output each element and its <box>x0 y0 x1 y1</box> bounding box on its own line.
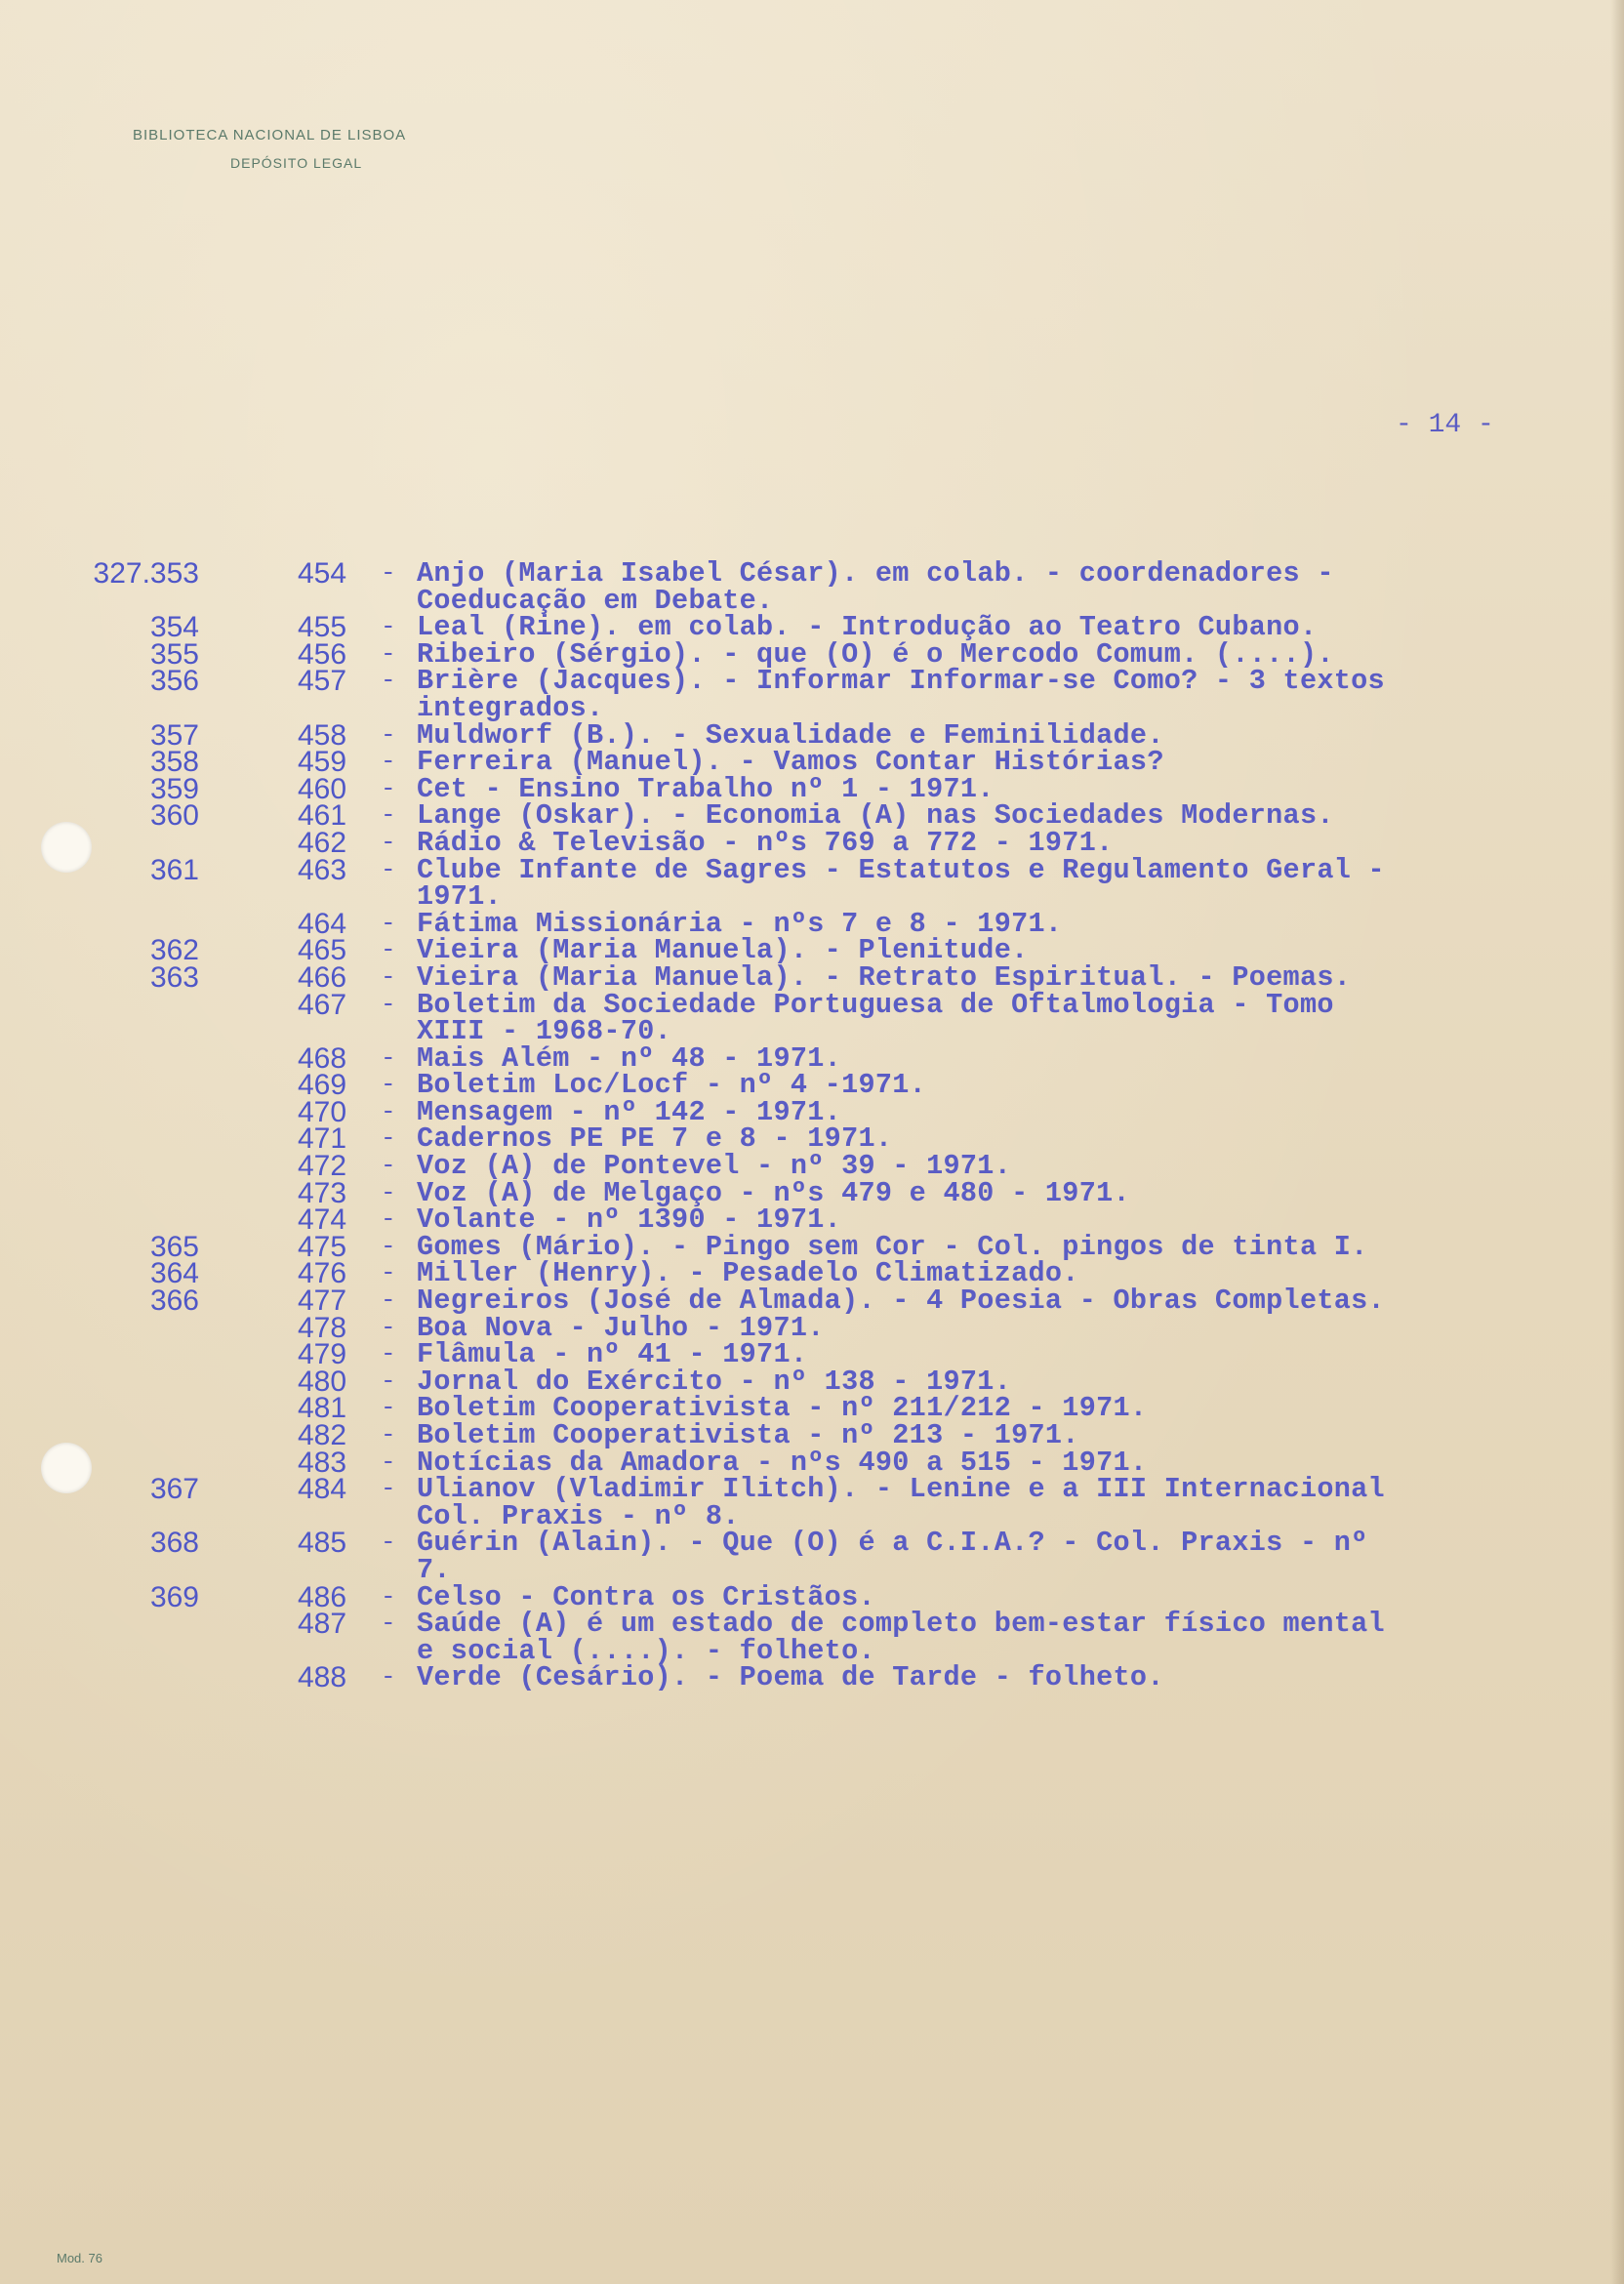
entry-description: Coeducação em Debate. <box>417 584 774 617</box>
entry-description: Gomes (Mário). - Pingo sem Cor - Col. pingos de tinta I. <box>417 1230 1368 1263</box>
entry-deposit-number: 458 <box>298 718 347 752</box>
entry-separator-dash: - <box>381 1231 396 1261</box>
entry-description: Boletim Loc/Locf - nº 4 -1971. <box>417 1069 927 1102</box>
entry-row <box>0 637 1624 671</box>
entry-registry-number: 354 <box>149 611 199 644</box>
entry-separator-dash: - <box>381 666 396 696</box>
entry-description: Ribeiro (Sérgio). - que (O) é o Mercodo Comum. (....). <box>417 637 1334 671</box>
entry-deposit-number: 486 <box>298 1580 347 1613</box>
entry-separator-dash: - <box>381 1096 396 1126</box>
entry-row <box>0 611 1624 644</box>
entry-row <box>0 1230 1624 1263</box>
entry-registry-number: 362 <box>149 934 199 967</box>
entry-deposit-number: 481 <box>298 1392 347 1425</box>
entry-description: Celso - Contra os Cristãos. <box>417 1580 875 1613</box>
entry-deposit-number: 477 <box>298 1285 347 1318</box>
entry-row <box>0 960 1624 994</box>
entry-description: Vieira (Maria Manuela). - Plenitude. <box>417 934 1029 967</box>
entry-registry-number: 359 <box>149 772 199 805</box>
entry-description: e social (....). - folheto. <box>417 1634 875 1667</box>
entry-deposit-number: 485 <box>298 1527 347 1560</box>
entry-description: Rádio & Televisão - nºs 769 a 772 - 1971. <box>417 826 1114 859</box>
entry-separator-dash: - <box>381 1151 396 1181</box>
entry-separator-dash: - <box>381 827 396 857</box>
entry-deposit-number: 484 <box>298 1473 347 1506</box>
letterhead-department: DEPÓSITO LEGAL <box>230 155 363 171</box>
entry-separator-dash: - <box>381 854 396 884</box>
entry-separator-dash: - <box>381 1258 396 1288</box>
entry-deposit-number: 465 <box>298 934 347 967</box>
entry-row <box>0 1608 1624 1641</box>
entry-row <box>0 1553 1624 1586</box>
entry-separator-dash: - <box>381 612 396 642</box>
entry-separator-dash: - <box>381 1285 396 1316</box>
entry-separator-dash: - <box>381 935 396 965</box>
entry-row <box>0 1446 1624 1479</box>
entry-separator-dash: - <box>381 1609 396 1639</box>
entry-row <box>0 1634 1624 1667</box>
entry-description: Boletim Cooperativista - nº 211/212 - 1971. <box>417 1392 1148 1425</box>
entry-row <box>0 1150 1624 1183</box>
entry-description: XIII - 1968-70. <box>417 1015 672 1048</box>
entry-row <box>0 1365 1624 1398</box>
entry-row <box>0 1041 1624 1075</box>
entry-row <box>0 1580 1624 1613</box>
entry-deposit-number: 469 <box>298 1069 347 1102</box>
entry-description: 1971. <box>417 880 503 914</box>
entry-description: Voz (A) de Pontevel - nº 39 - 1971. <box>417 1150 1012 1183</box>
entry-deposit-number: 454 <box>298 557 347 590</box>
entry-registry-number: 327.353 <box>93 557 199 590</box>
entry-row <box>0 1419 1624 1451</box>
entry-row <box>0 1661 1624 1694</box>
entry-description: Voz (A) de Melgaço - nºs 479 e 480 - 1971. <box>417 1176 1130 1209</box>
entry-deposit-number: 470 <box>298 1095 347 1128</box>
entry-row <box>0 1473 1624 1506</box>
entry-deposit-number: 456 <box>298 637 347 671</box>
entry-deposit-number: 460 <box>298 772 347 805</box>
entry-separator-dash: - <box>381 989 396 1019</box>
entry-deposit-number: 478 <box>298 1311 347 1344</box>
entry-row <box>0 907 1624 940</box>
entry-description: Fátima Missionária - nºs 7 e 8 - 1971. <box>417 907 1063 940</box>
entry-registry-number: 365 <box>149 1230 199 1263</box>
entry-row <box>0 1499 1624 1532</box>
entry-description: Muldworf (B.). - Sexualidade e Feminilidade. <box>417 718 1164 752</box>
entry-deposit-number: 461 <box>298 799 347 833</box>
entry-description: Anjo (Maria Isabel César). em colab. - coordenadores - <box>417 557 1334 590</box>
entry-description: Cadernos PE PE 7 e 8 - 1971. <box>417 1122 893 1156</box>
entry-separator-dash: - <box>381 1662 396 1693</box>
entry-registry-number: 369 <box>149 1580 199 1613</box>
entry-description: Flâmula - nº 41 - 1971. <box>417 1338 808 1371</box>
entry-deposit-number: 488 <box>298 1661 347 1694</box>
entry-row <box>0 718 1624 752</box>
entry-description: integrados. <box>417 691 604 724</box>
form-number: Mod. 76 <box>57 2251 102 2265</box>
entry-separator-dash: - <box>381 961 396 992</box>
entry-description: 7. <box>417 1553 451 1586</box>
entry-deposit-number: 472 <box>298 1150 347 1183</box>
entry-registry-number: 360 <box>149 799 199 833</box>
entry-deposit-number: 487 <box>298 1608 347 1641</box>
entry-description: Jornal do Exército - nº 138 - 1971. <box>417 1365 1012 1398</box>
entry-separator-dash: - <box>381 1177 396 1207</box>
entry-description: Verde (Cesário). - Poema de Tarde - folheto. <box>417 1661 1164 1694</box>
entry-separator-dash: - <box>381 1312 396 1342</box>
entry-separator-dash: - <box>381 1581 396 1611</box>
entry-description: Col. Praxis - nº 8. <box>417 1499 740 1532</box>
letterhead-institution: BIBLIOTECA NACIONAL DE LISBOA <box>133 127 407 143</box>
entry-separator-dash: - <box>381 1528 396 1558</box>
entry-registry-number: 356 <box>149 665 199 698</box>
entry-registry-number: 357 <box>149 718 199 752</box>
entry-separator-dash: - <box>381 1070 396 1100</box>
entry-row <box>0 557 1624 590</box>
entry-row <box>0 746 1624 779</box>
entry-separator-dash: - <box>381 1366 396 1396</box>
entry-deposit-number: 459 <box>298 746 347 779</box>
entry-description: Mensagem - nº 142 - 1971. <box>417 1095 842 1128</box>
entry-registry-number: 364 <box>149 1257 199 1290</box>
entry-description: Notícias da Amadora - nºs 490 a 515 - 1971. <box>417 1446 1148 1479</box>
entry-description: Lange (Oskar). - Economia (A) nas Sociedades Modernas. <box>417 799 1334 833</box>
page-number: - 14 - <box>1396 410 1494 440</box>
entry-row <box>0 1285 1624 1318</box>
entry-registry-number: 358 <box>149 746 199 779</box>
entry-description: Ferreira (Manuel). - Vamos Contar Histórias? <box>417 746 1164 779</box>
entry-separator-dash: - <box>381 1420 396 1449</box>
entry-separator-dash: - <box>381 1339 396 1369</box>
entry-deposit-number: 476 <box>298 1257 347 1290</box>
entry-row <box>0 826 1624 859</box>
entry-separator-dash: - <box>381 1474 396 1504</box>
entry-row <box>0 1069 1624 1102</box>
entry-deposit-number: 473 <box>298 1176 347 1209</box>
entry-description: Ulianov (Vladimir Ilitch). - Lenine e a III Internacional <box>417 1473 1385 1506</box>
entry-row <box>0 584 1624 617</box>
entry-registry-number: 366 <box>149 1285 199 1318</box>
entry-deposit-number: 468 <box>298 1041 347 1075</box>
entry-separator-dash: - <box>381 1204 396 1235</box>
entry-registry-number: 355 <box>149 637 199 671</box>
entry-description: Guérin (Alain). - Que (O) é a C.I.A.? - Col. Praxis - nº <box>417 1527 1368 1560</box>
entry-deposit-number: 483 <box>298 1446 347 1479</box>
entry-row <box>0 1203 1624 1237</box>
entry-separator-dash: - <box>381 638 396 669</box>
entry-description: Cet - Ensino Trabalho nº 1 - 1971. <box>417 772 995 805</box>
entry-deposit-number: 462 <box>298 826 347 859</box>
entry-row <box>0 1015 1624 1048</box>
entry-row <box>0 934 1624 967</box>
entry-deposit-number: 474 <box>298 1203 347 1237</box>
entry-row <box>0 1257 1624 1290</box>
entry-list <box>0 557 1624 1694</box>
entry-description: Miller (Henry). - Pesadelo Climatizado. <box>417 1257 1079 1290</box>
entry-separator-dash: - <box>381 1042 396 1073</box>
entry-deposit-number: 467 <box>298 988 347 1021</box>
entry-row <box>0 799 1624 833</box>
entry-row <box>0 988 1624 1021</box>
entry-separator-dash: - <box>381 1393 396 1423</box>
entry-deposit-number: 479 <box>298 1338 347 1371</box>
entry-description: Brière (Jacques). - Informar Informar-se Como? - 3 textos <box>417 665 1385 698</box>
entry-separator-dash: - <box>381 800 396 831</box>
entry-row <box>0 1527 1624 1560</box>
entry-row <box>0 1122 1624 1156</box>
entry-separator-dash: - <box>381 747 396 777</box>
entry-deposit-number: 480 <box>298 1365 347 1398</box>
entry-deposit-number: 463 <box>298 853 347 886</box>
entry-row <box>0 772 1624 805</box>
entry-row <box>0 1311 1624 1344</box>
entry-description: Boletim Cooperativista - nº 213 - 1971. <box>417 1419 1079 1451</box>
entry-description: Leal (Rine). em colab. - Introdução ao Teatro Cubano. <box>417 611 1318 644</box>
entry-registry-number: 363 <box>149 960 199 994</box>
entry-separator-dash: - <box>381 908 396 938</box>
entry-registry-number: 367 <box>149 1473 199 1506</box>
entry-description: Vieira (Maria Manuela). - Retrato Espiritual. - Poemas. <box>417 960 1352 994</box>
entry-row <box>0 853 1624 886</box>
entry-deposit-number: 482 <box>298 1419 347 1451</box>
entry-separator-dash: - <box>381 773 396 803</box>
letterhead <box>133 127 406 171</box>
entry-row <box>0 665 1624 698</box>
entry-row <box>0 1338 1624 1371</box>
entry-description: Saúde (A) é um estado de completo bem-estar físico mental <box>417 1608 1385 1641</box>
entry-deposit-number: 471 <box>298 1122 347 1156</box>
entry-deposit-number: 475 <box>298 1230 347 1263</box>
entry-description: Boa Nova - Julho - 1971. <box>417 1311 825 1344</box>
entry-row <box>0 880 1624 914</box>
entry-description: Negreiros (José de Almada). - 4 Poesia - Obras Completas. <box>417 1285 1385 1318</box>
entry-separator-dash: - <box>381 1447 396 1477</box>
entry-description: Clube Infante de Sagres - Estatutos e Regulamento Geral - <box>417 853 1385 886</box>
entry-description: Mais Além - nº 48 - 1971. <box>417 1041 842 1075</box>
entry-row <box>0 1176 1624 1209</box>
entry-row <box>0 691 1624 724</box>
entry-description: Volante - nº 1390 - 1971. <box>417 1203 842 1237</box>
entry-separator-dash: - <box>381 719 396 750</box>
entry-deposit-number: 464 <box>298 907 347 940</box>
entry-deposit-number: 466 <box>298 960 347 994</box>
entry-description: Boletim da Sociedade Portuguesa de Oftalmologia - Tomo <box>417 988 1334 1021</box>
entry-deposit-number: 457 <box>298 665 347 698</box>
entry-deposit-number: 455 <box>298 611 347 644</box>
entry-registry-number: 368 <box>149 1527 199 1560</box>
entry-registry-number: 361 <box>149 853 199 886</box>
entry-row <box>0 1392 1624 1425</box>
entry-separator-dash: - <box>381 1123 396 1154</box>
entry-separator-dash: - <box>381 558 396 588</box>
entry-row <box>0 1095 1624 1128</box>
